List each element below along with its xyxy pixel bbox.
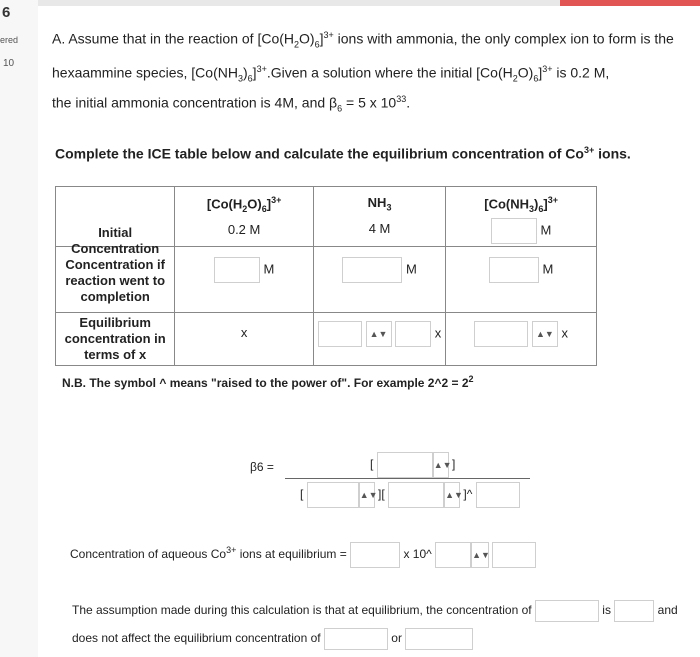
assumption-species-3-select[interactable]: [405, 628, 473, 650]
numerator-select[interactable]: ▲▼: [433, 452, 449, 478]
aqueous-unit-input[interactable]: [492, 542, 536, 568]
equilibrium-complex-sign-select[interactable]: ▲▼: [532, 321, 558, 347]
row-label-completion-col: [56, 224, 175, 312]
unit-m: M: [263, 261, 275, 277]
aqueous-exponent-input[interactable]: [435, 542, 471, 568]
or-label: or: [391, 631, 402, 646]
top-progress-bar: [38, 0, 700, 6]
x-label: x: [561, 325, 568, 341]
denominator-input-1[interactable]: [307, 482, 359, 508]
and-label: and: [657, 603, 678, 618]
exponent-input[interactable]: [476, 482, 520, 508]
times-ten-label: x 10^: [403, 547, 432, 562]
nb-note: N.B. The symbol ^ means "raised to the power of". For example 2^2 = $2^2$: [62, 374, 474, 390]
header-co-nh36: $[Co(NH_3)_6]^{3+}$ M: [446, 187, 597, 247]
denominator-select-1[interactable]: ▲▼: [359, 482, 375, 508]
beta-label: β6 =: [250, 460, 274, 474]
initial-co-value: 0.2 M: [227, 221, 261, 237]
unit-m: M: [540, 222, 552, 238]
numerator: [ ▲▼ ]: [370, 452, 455, 478]
assumption-species-2-select[interactable]: [324, 628, 388, 650]
initial-nh3-value: 4 M: [368, 220, 391, 236]
x-label: x: [240, 324, 248, 340]
row-label-equilibrium: Equilibrium concentration in terms of x: [56, 312, 175, 365]
instruction: Complete the ICE table below and calculate the equilibrium concentration of $Co^{3+}$ ions.: [55, 145, 631, 162]
aqueous-exponent-select[interactable]: ▲▼: [471, 542, 489, 568]
completion-co-input[interactable]: [214, 257, 260, 283]
row-label-initial-text: Initial Concentration: [71, 224, 160, 256]
aqueous-mantissa-input[interactable]: [350, 542, 400, 568]
aqueous-line: Concentration of aqueous $Co^{3+}$ ions at equilibrium = x 10^ ▲▼: [70, 542, 536, 568]
progress-indicator: [560, 0, 700, 6]
assumption-relation-select[interactable]: [614, 600, 654, 622]
assumption-species-1-select[interactable]: [535, 600, 599, 622]
equilibrium-complex-coef-input[interactable]: [474, 321, 528, 347]
header-nh3: $NH_3$ 4 M: [313, 187, 445, 247]
equilibrium-nh3-x-coef-input[interactable]: [395, 321, 431, 347]
unit-m: M: [542, 261, 554, 277]
row-label-completion: Concentration if reaction went to completion: [65, 256, 166, 304]
problem-line-2: hexaammine species, $[Co(NH_3)_6]^{3+}.Given$ a solution where the initial $[Co(H_2O)_6]^{3+}$ is 0.2 M,: [52, 64, 610, 84]
denominator: [ ▲▼ ][ ▲▼ ]^: [300, 482, 520, 508]
numerator-input[interactable]: [377, 452, 433, 478]
equilibrium-nh3-coef-input[interactable]: [318, 321, 362, 347]
denominator-input-2[interactable]: [388, 482, 444, 508]
question-sidebar: [0, 0, 38, 657]
question-status: ered: [0, 35, 19, 45]
assumption-line-2: does not affect the equilibrium concentration of or: [72, 628, 473, 650]
unit-m: M: [405, 261, 417, 277]
problem-line-3: the initial ammonia concentration is 4M, and $\beta_6 = 5$ x $10^{33}$.: [52, 94, 411, 114]
assumption-line-1: The assumption made during this calculation is that at equilibrium, the concentration of is and: [72, 600, 678, 622]
completion-complex-input[interactable]: [489, 257, 539, 283]
denominator-select-2[interactable]: ▲▼: [444, 482, 460, 508]
fraction-bar: [285, 478, 530, 479]
initial-complex-input[interactable]: [491, 218, 537, 244]
problem-line-1: A. Assume that in the reaction of $[Co(H_2O)_6]^{3+}$ ions with ammonia, the only complex ion to form is the: [52, 30, 674, 50]
header-co-h2o6: $[Co(H_2O)_6]^{3+}$ 0.2 M: [175, 187, 314, 247]
ice-table: [55, 186, 597, 366]
x-label: x: [434, 325, 442, 341]
is-label: is: [602, 603, 611, 618]
completion-nh3-input[interactable]: [342, 257, 402, 283]
question-marks: 10: [3, 58, 15, 69]
question-number: 6: [2, 4, 11, 21]
equilibrium-nh3-sign-select[interactable]: ▲▼: [366, 321, 392, 347]
